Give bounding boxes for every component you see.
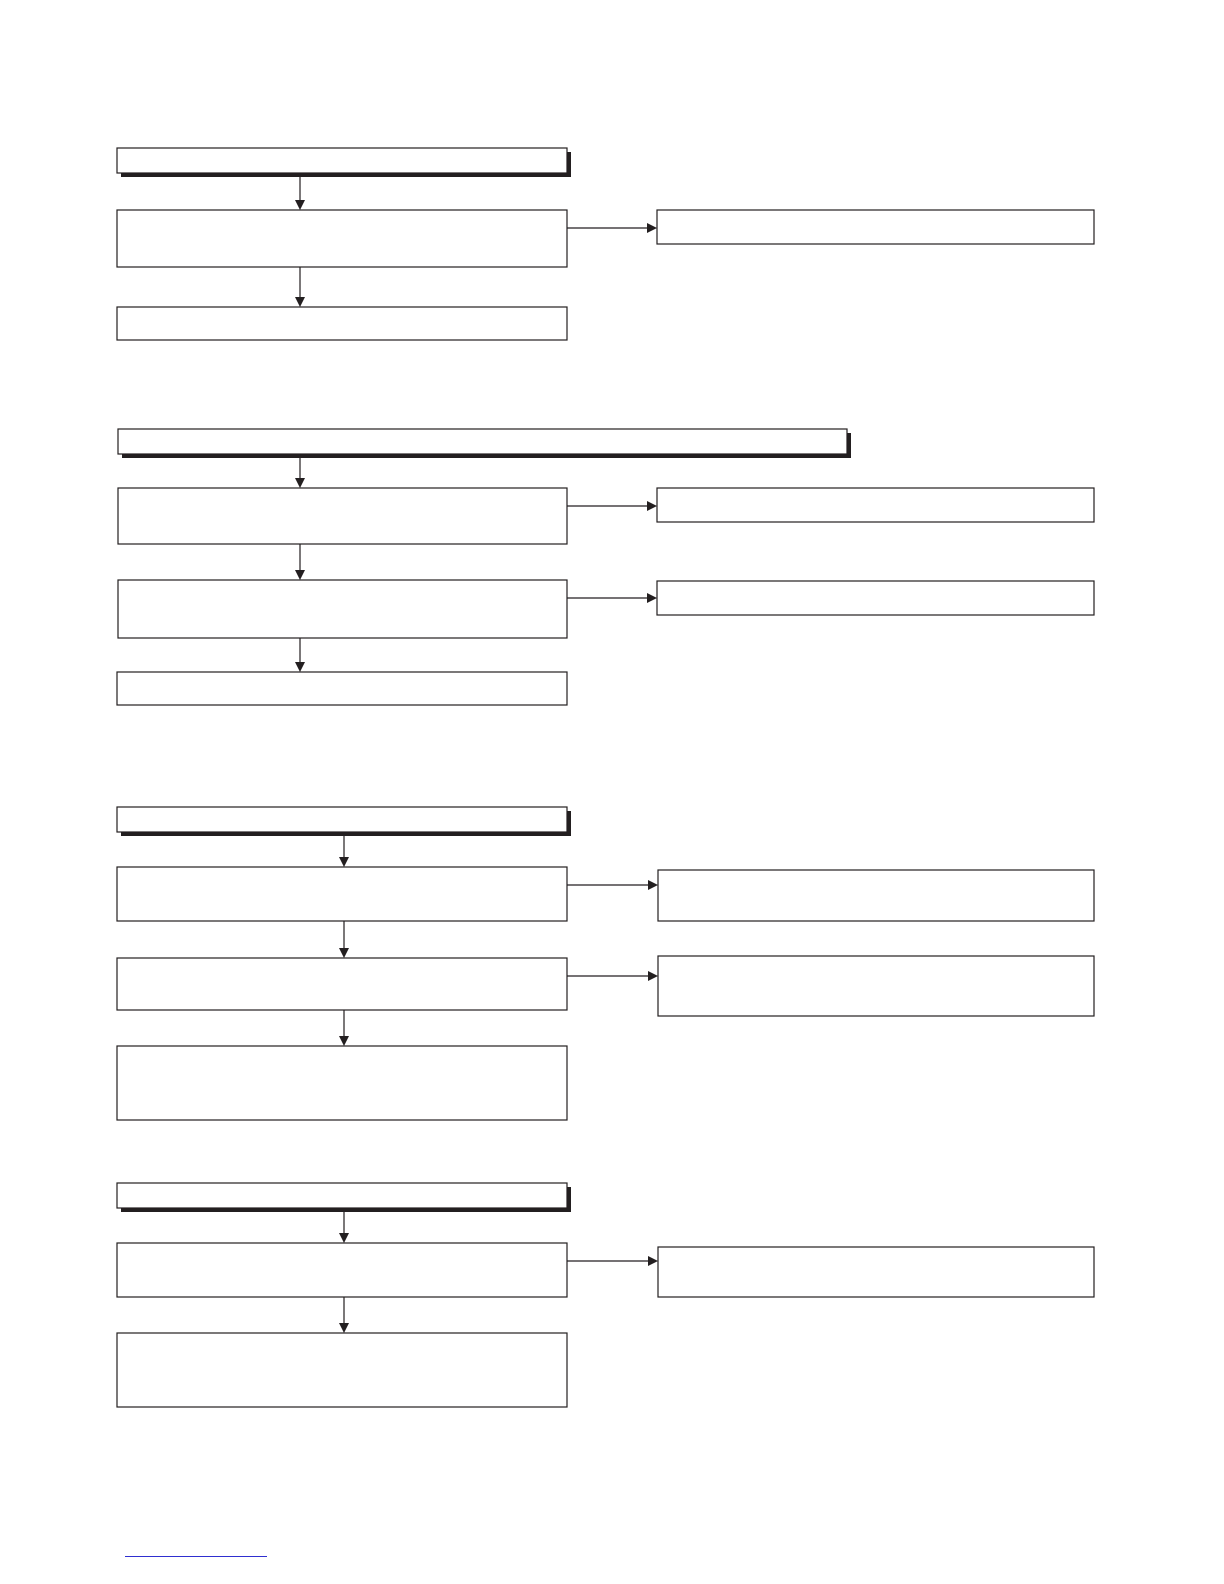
section-2-branch-2 bbox=[657, 581, 1094, 615]
section-2-header bbox=[118, 429, 851, 458]
section-4-step-1-frame bbox=[117, 1243, 567, 1297]
section-2-arrow-to-branch-2 bbox=[567, 593, 657, 603]
section-3-branch-1-frame bbox=[658, 870, 1094, 921]
section-1-branch-1 bbox=[657, 210, 1094, 244]
section-1-arrow-to-branch-1 bbox=[567, 223, 657, 233]
section-1-header bbox=[117, 148, 571, 177]
section-1-branch-1-frame bbox=[657, 210, 1094, 244]
section-3-arrow-to-branch-1-head bbox=[648, 880, 658, 890]
section-1-step-2-frame bbox=[117, 307, 567, 340]
section-2-arrow-header-to-step-1-head bbox=[295, 478, 305, 488]
section-3-arrow-to-branch-2 bbox=[567, 971, 658, 981]
section-4-arrow-to-branch-1-head bbox=[648, 1256, 658, 1266]
section-1-step-2 bbox=[117, 307, 567, 340]
section-2-arrow-to-branch-1-head bbox=[647, 501, 657, 511]
section-2-branch-1 bbox=[657, 488, 1094, 522]
section-4-arrow-header-to-step-1 bbox=[339, 1212, 349, 1243]
section-2-arrow-step-2-to-step-3-head bbox=[295, 662, 305, 672]
section-3-arrow-to-branch-2-head bbox=[648, 971, 658, 981]
section-2-step-1 bbox=[118, 488, 567, 544]
footer-link-underline[interactable] bbox=[125, 1556, 267, 1557]
section-3-step-1-frame bbox=[117, 867, 567, 921]
section-3-arrow-step-2-to-step-3 bbox=[339, 1010, 349, 1046]
section-2-step-3 bbox=[117, 672, 567, 705]
section-4-branch-1-frame bbox=[658, 1247, 1094, 1297]
section-4-step-1 bbox=[117, 1243, 567, 1297]
section-2-arrow-step-1-to-step-2-head bbox=[295, 570, 305, 580]
section-3-step-3-frame bbox=[117, 1046, 567, 1120]
section-1-arrow-header-to-step-1-head bbox=[295, 200, 305, 210]
section-4-arrow-header-to-step-1-head bbox=[339, 1233, 349, 1243]
section-2-step-3-frame bbox=[117, 672, 567, 705]
section-3-step-2 bbox=[117, 958, 567, 1010]
section-1-arrow-step-1-to-step-2 bbox=[295, 267, 305, 307]
section-3-arrow-header-to-step-1 bbox=[339, 836, 349, 867]
section-2-branch-1-frame bbox=[657, 488, 1094, 522]
section-3-arrow-to-branch-1 bbox=[567, 880, 658, 890]
section-3-step-1 bbox=[117, 867, 567, 921]
section-3-header-frame bbox=[117, 807, 567, 832]
section-3-arrow-step-1-to-step-2-head bbox=[339, 948, 349, 958]
section-3-header bbox=[117, 807, 571, 836]
section-4-header-frame bbox=[117, 1183, 567, 1208]
section-1-step-1-frame bbox=[117, 210, 567, 267]
section-3-arrow-header-to-step-1-head bbox=[339, 857, 349, 867]
section-4-arrow-step-1-to-step-2 bbox=[339, 1297, 349, 1333]
section-3-branch-2 bbox=[658, 956, 1094, 1016]
section-2-arrow-to-branch-2-head bbox=[647, 593, 657, 603]
section-3-step-2-frame bbox=[117, 958, 567, 1010]
section-1-header-frame bbox=[117, 148, 567, 173]
section-3-branch-2-frame bbox=[658, 956, 1094, 1016]
section-1-step-1 bbox=[117, 210, 567, 267]
section-3-arrow-step-1-to-step-2 bbox=[339, 921, 349, 958]
section-4-step-2 bbox=[117, 1333, 567, 1407]
section-2-header-frame bbox=[118, 429, 847, 454]
section-3-arrow-step-2-to-step-3-head bbox=[339, 1036, 349, 1046]
section-4-step-2-frame bbox=[117, 1333, 567, 1407]
section-3-step-3 bbox=[117, 1046, 567, 1120]
section-2-step-2 bbox=[118, 580, 567, 638]
section-2-branch-2-frame bbox=[657, 581, 1094, 615]
section-4-branch-1 bbox=[658, 1247, 1094, 1297]
section-2-arrow-step-2-to-step-3 bbox=[295, 638, 305, 672]
section-1-arrow-step-1-to-step-2-head bbox=[295, 297, 305, 307]
section-4-header bbox=[117, 1183, 571, 1212]
section-2-step-2-frame bbox=[118, 580, 567, 638]
section-4-arrow-to-branch-1 bbox=[567, 1256, 658, 1266]
section-4-arrow-step-1-to-step-2-head bbox=[339, 1323, 349, 1333]
section-2-arrow-step-1-to-step-2 bbox=[295, 544, 305, 580]
section-2-arrow-to-branch-1 bbox=[567, 501, 657, 511]
section-1-arrow-header-to-step-1 bbox=[295, 177, 305, 210]
section-2-arrow-header-to-step-1 bbox=[295, 458, 305, 488]
section-2-step-1-frame bbox=[118, 488, 567, 544]
section-1-arrow-to-branch-1-head bbox=[647, 223, 657, 233]
section-3-branch-1 bbox=[658, 870, 1094, 921]
